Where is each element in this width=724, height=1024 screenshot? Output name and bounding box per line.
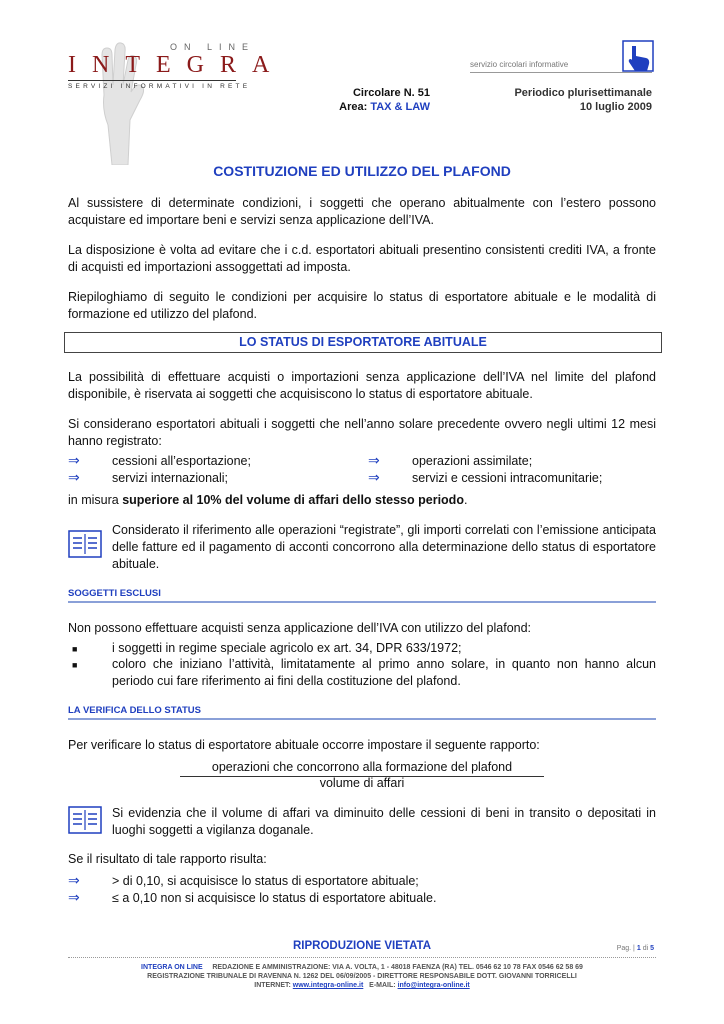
publication-date: 10 luglio 2009 [579,101,652,113]
status-paragraph-1: La possibilità di effettuare acquisti o importazioni senza applicazione dell’IVA nel limite del plafond disponibile, è riservata ai soggetti che acquisiscono lo status di esportatore abituale. [68,370,656,401]
website-link[interactable]: www.integra-online.it [292,982,364,989]
measure-line [68,492,656,509]
list-item: servizi e cessioni intracomunitarie; [412,471,603,485]
area-value: TAX & LAW [370,101,430,113]
status-note: Considerato il riferimento alle operazioni “registrate”, gli importi correlati con l’emissione anticipata delle fatture ed il pagamento di acconti concorrono alla determinazione dello status di esportatore abituale. [112,523,656,571]
status-paragraph-2: Si considerano esportatori abituali i soggetti che nell’anno solare precedente ovvero negli ultimi 12 mesi hanno registrato: [68,417,656,448]
logo-divider [68,80,236,81]
bullet-icon: ■ [72,644,78,654]
periodical-label: Periodico plurisettimanale [514,87,652,99]
page-of: di [642,945,649,952]
measure-bold: superiore al 10% del volume di affari dello stesso periodo [122,493,464,507]
ratio-numerator: operazioni che concorrono alla formazione del plafond [211,760,513,774]
area-line [320,100,430,114]
email-label: E-MAIL: [369,982,396,989]
document-title: COSTITUZIONE ED UTILIZZO DEL PLAFOND [213,163,511,179]
section-rule [68,718,656,720]
bullet-item: i soggetti in regime speciale agricolo ex art. 34, DPR 633/1972; [112,641,462,655]
logo-online-text: ON LINE [170,42,256,52]
page-total: 5 [650,945,654,952]
section-heading-excluded: SOGGETTI ESCLUSI [68,588,161,599]
footer-address-text: REDAZIONE E AMMINISTRAZIONE: VIA A. VOLTA, 1 - 48018 FAENZA (RA) TEL. 0546 62 10 78 FAX 0546 62 58 69 [212,964,583,971]
measure-prefix: in misura [68,493,123,507]
page-current: 1 [636,945,641,952]
circular-info [320,86,430,114]
arrow-icon: ⇒ [68,469,80,485]
result-item: > di 0,10, si acquisisce lo status di esportatore abituale; [112,874,419,888]
arrow-icon: ⇒ [68,872,80,888]
footer-contacts [68,982,656,989]
bullet-icon: ■ [72,660,78,670]
logo-subtitle: SERVIZI INFORMATIVI IN RETE [68,83,251,90]
verification-paragraph: Per verificare lo status di esportatore abituale occorre impostare il seguente rapporto: [68,738,540,752]
section-rule [68,601,656,603]
excluded-paragraph: Non possono effettuare acquisti senza applicazione dell’IVA con utilizzo del plafond: [68,621,532,635]
service-label: servizio circolari informative [470,60,569,69]
intro-paragraph-1: Al sussistere di determinate condizioni, i soggetti che operano abitualmente con l’estero possono acquistare ed importare beni e servizi senza applicazione dell’IVA. [68,196,656,227]
arrow-icon: ⇒ [68,889,80,905]
internet-label: INTERNET: [254,982,291,989]
list-item: cessioni all’esportazione; [112,454,251,468]
footer-company: INTEGRA ON LINE [141,964,203,971]
circular-number: Circolare N. 51 [352,87,430,99]
page-prefix: Pag. | [616,945,635,952]
area-label: Area: [339,101,368,113]
arrow-icon: ⇒ [68,452,80,468]
periodical-info [470,86,652,114]
note-book-icon [68,530,102,558]
footer-title: RIPRODUZIONE VIETATA [293,940,431,952]
verification-note: Si evidenzia che il volume di affari va diminuito delle cessioni di beni in transito o depositati in luoghi soggetti a vigilanza doganale. [112,806,656,837]
pointing-hand-icon [622,40,654,74]
email-link[interactable]: info@integra-online.it [397,982,470,989]
result-item: ≤ a 0,10 non si acquisisce lo status di esportatore abituale. [112,891,437,905]
section-heading-status: LO STATUS DI ESPORTATORE ABITUALE [64,332,662,353]
hand-logo-image [82,30,152,165]
footer-registration: REGISTRAZIONE TRIBUNALE DI RAVENNA N. 1262 DEL 06/09/2005 - DIRETTORE RESPONSABILE DOTT. GIOVANNI TORRICELLI [147,973,577,980]
section-heading-verification: LA VERIFICA DELLO STATUS [68,705,201,716]
arrow-icon: ⇒ [368,469,380,485]
list-item: servizi internazionali; [112,471,229,485]
ratio-denominator: volume di affari [319,776,405,790]
note-book-icon [68,806,102,834]
footer-address [68,964,656,971]
arrow-icon: ⇒ [368,452,380,468]
measure-suffix: . [463,493,468,507]
intro-paragraph-2: La disposizione è volta ad evitare che i c.d. esportatori abituali presentino consistenti crediti IVA, a fronte di acquisti ed importazioni assoggettati ad imposta. [68,243,656,274]
list-item: operazioni assimilate; [412,454,533,468]
result-intro: Se il risultato di tale rapporto risulta: [68,852,267,866]
page-number [590,945,654,952]
bullet-item: coloro che iniziano l’attività, limitatamente al primo anno solare, in quanto non hanno alcun periodo cui fare riferimento ai fini della costituzione del plafond. [112,657,656,688]
intro-paragraph-3: Riepiloghiamo di seguito le condizioni per acquisire lo status di esportatore abituale e le modalità di formazione ed utilizzo del plafond. [68,290,656,321]
logo-name: INTEGRA [68,52,286,78]
footer-divider [68,957,656,959]
